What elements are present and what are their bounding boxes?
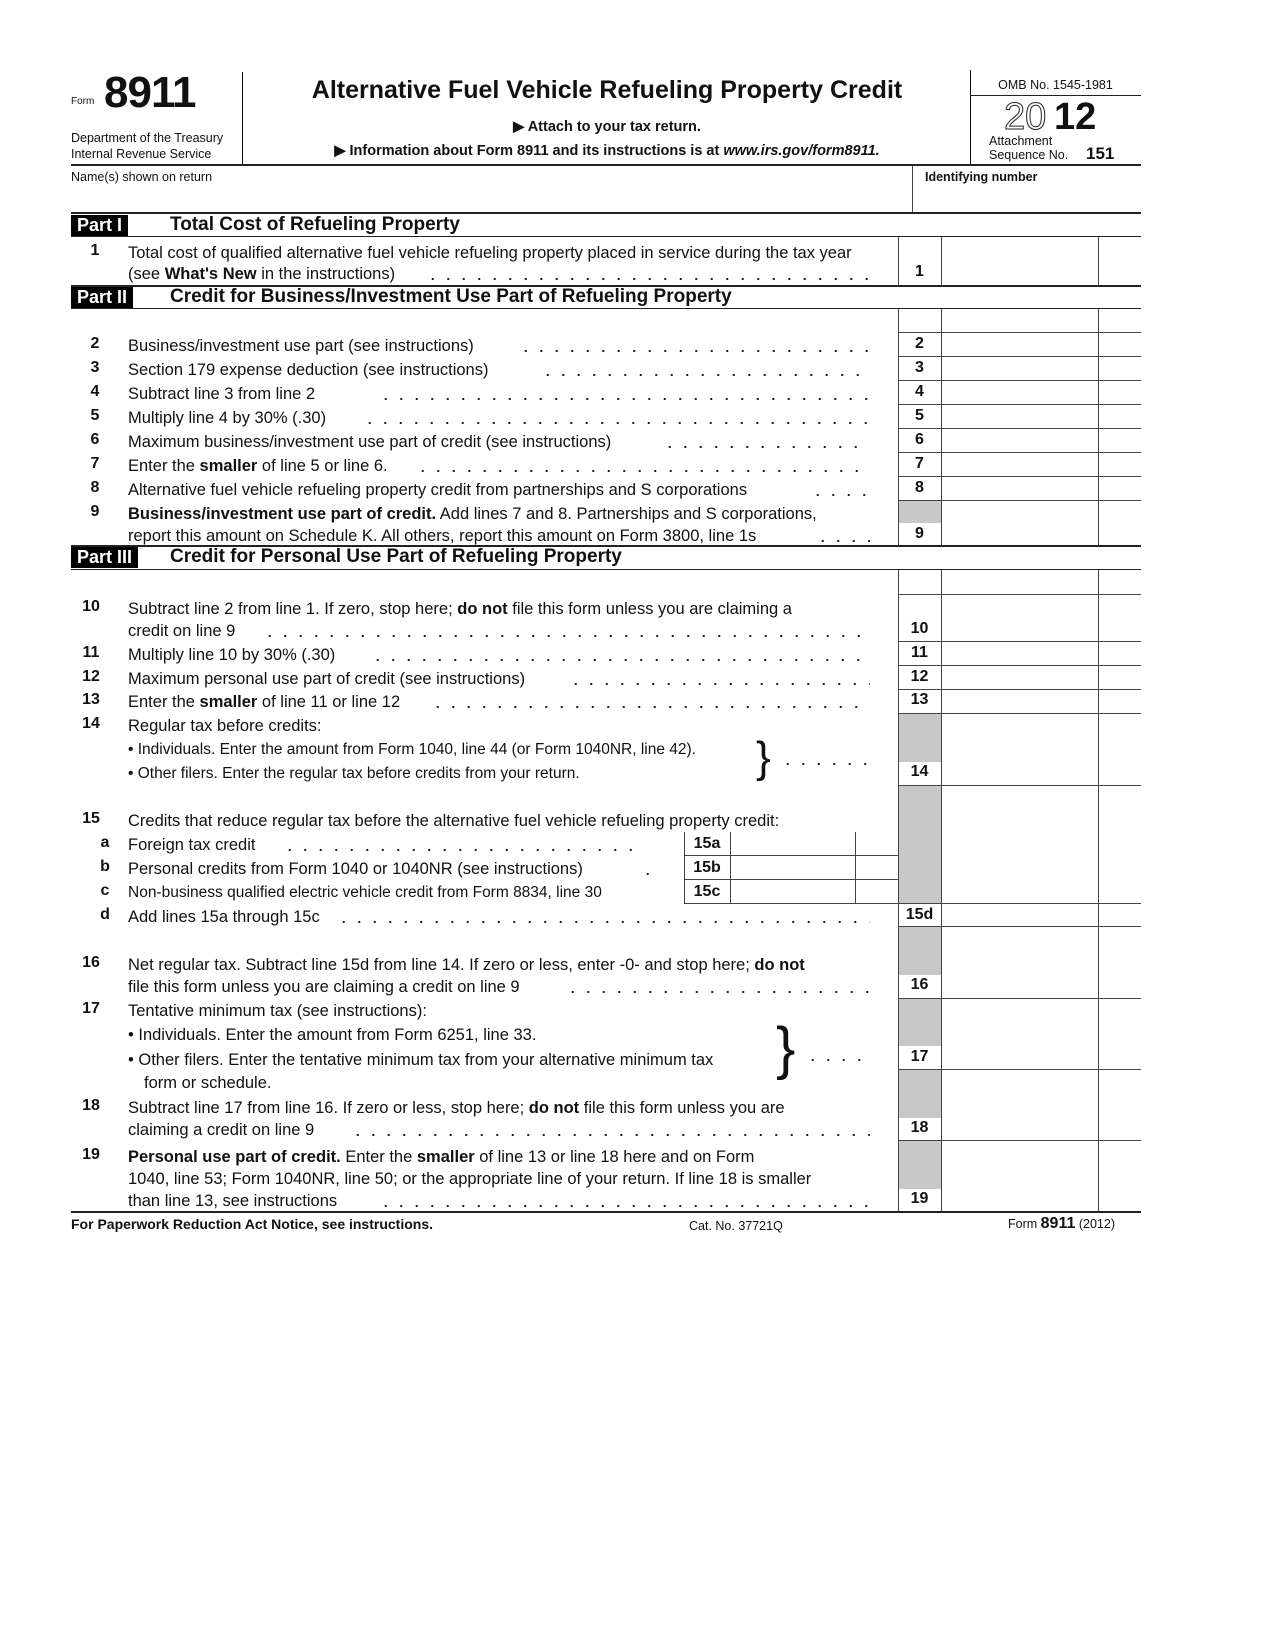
line-11-amount[interactable] [943,643,1093,665]
attachment-label: Attachment [989,134,1053,148]
line-15b-text: Personal credits from Form 1040 or 1040NR (see instructions) [128,860,583,878]
line-4-amount[interactable] [943,382,1093,404]
line-5-box: 5 [915,407,924,424]
line-2-box: 2 [915,335,924,352]
rule [855,832,856,904]
line-10-text: Subtract line 2 from line 1. If zero, stop here; do not file this form unless you are claiming a [128,600,792,618]
line-10-box: 10 [910,620,929,637]
line-15d-box: 15d [905,906,934,923]
line-15a-amount[interactable] [732,834,852,854]
dot-leader [350,1133,870,1137]
form-number: 8911 [104,68,196,117]
line-13-text: Enter the smaller of line 11 or line 12 [128,693,401,711]
part3-tag: Part III [71,547,138,568]
line-2-number: 2 [90,335,100,352]
line-1-amount[interactable] [943,262,1093,284]
part3-title: Credit for Personal Use Part of Refueling Property [170,546,622,567]
line-15c-text: Non-business qualified electric vehicle credit from Form 8834, line 30 [128,884,602,901]
line-19-text-cont2: than line 13, see instructions [128,1192,338,1210]
line-15b-box: 15b [693,859,721,876]
rule [898,570,1141,595]
rule [684,879,898,880]
dot-leader [540,373,870,377]
rule [898,309,1141,333]
line-5-number: 5 [90,407,100,424]
names-label: Name(s) shown on return [71,170,213,184]
year-bold: 12 [1054,96,1097,138]
rule [899,1141,941,1189]
dot-leader [810,493,870,497]
line-16-box: 16 [910,976,929,993]
line-5-amount[interactable] [943,406,1093,428]
line-16-amount[interactable] [943,975,1093,997]
line-18-amount[interactable] [943,1117,1093,1139]
line-15d-text: Add lines 15a through 15c [128,908,320,926]
line-15b-letter: b [100,858,110,875]
line-16-text-cont: file this form unless you are claiming a credit on line 9 [128,978,520,996]
line-19-text-cont: 1040, line 53; Form 1040NR, line 50; or the appropriate line of your return. If line 18 is smaller [128,1170,812,1188]
omb-number: OMB No. 1545-1981 [998,78,1113,92]
dot-leader [518,349,870,353]
line-7-box: 7 [915,455,924,472]
paperwork-notice: For Paperwork Reduction Act Notice, see instructions. [71,1216,433,1232]
dot-leader [568,682,870,686]
line-15a-letter: a [100,834,110,851]
line-1-number: 1 [90,242,100,259]
dot-leader [262,634,870,638]
rule [941,237,942,285]
dot-leader [362,421,870,425]
line-19-number: 19 [82,1146,100,1163]
dot-leader [336,920,870,924]
line-2-amount[interactable] [943,334,1093,356]
line-9-number: 9 [90,503,100,520]
names-input[interactable] [71,188,906,212]
line-3-number: 3 [90,359,100,376]
line-2-text: Business/investment use part (see instructions) [128,337,474,355]
line-14-box: 14 [910,763,929,780]
id-label: Identifying number [925,170,1038,184]
line-15-text: Credits that reduce regular tax before the alternative fuel vehicle refueling property credit: [128,812,780,830]
line-15b-amount[interactable] [732,858,852,878]
line-18-box: 18 [910,1119,929,1136]
line-12-amount[interactable] [943,667,1093,689]
line-17-other-filers-cont: form or schedule. [144,1074,272,1092]
line-16-number: 16 [82,954,100,971]
line-15c-amount[interactable] [732,882,852,902]
line-18-text: Subtract line 17 from line 16. If zero or less, stop here; do not file this form unless you are [128,1099,785,1117]
line-12-box: 12 [910,668,929,685]
dot-leader [565,990,870,994]
dot-leader [378,397,870,401]
dot-leader [425,277,870,281]
line-17-other-filers: • Other filers. Enter the tentative minimum tax from your alternative minimum tax [128,1051,714,1069]
line-15d-letter: d [100,906,110,923]
rule [684,855,898,856]
line-17-individuals: • Individuals. Enter the amount from Form 6251, line 33. [128,1026,537,1044]
line-11-box: 11 [911,644,928,661]
line-6-box: 6 [915,431,924,448]
line-10-amount[interactable] [943,618,1093,640]
dot-leader [430,705,870,709]
line-12-number: 12 [82,668,100,685]
line-3-text: Section 179 expense deduction (see instructions) [128,361,489,379]
part1-title: Total Cost of Refueling Property [170,214,460,235]
part1-tag: Part I [71,215,128,236]
line-9-amount[interactable] [943,522,1093,544]
line-9-text-cont: report this amount on Schedule K. All others, report this amount on Form 3800, line 1s [128,527,757,545]
line-13-amount[interactable] [943,691,1093,713]
line-13-box: 13 [910,691,929,708]
line-1-text-cont: (see What's New in the instructions) [128,265,396,283]
sequence-label: Sequence No. [989,148,1069,162]
line-4-box: 4 [915,383,924,400]
line-17-text: Tentative minimum tax (see instructions): [128,1002,427,1020]
line-7-amount[interactable] [943,454,1093,476]
line-17-box: 17 [910,1048,929,1065]
line-8-amount[interactable] [943,478,1093,500]
rule [242,72,243,165]
catalog-number: Cat. No. 37721Q [689,1219,783,1233]
part2-title: Credit for Business/Investment Use Part of Refueling Property [170,286,732,307]
line-16-text: Net regular tax. Subtract line 15d from line 14. If zero or less, enter -0- and stop here; do not [128,956,805,974]
year-outline: 20 [1004,96,1047,138]
form-title: Alternative Fuel Vehicle Refueling Property Credit [311,76,903,104]
line-14-other-filers: • Other filers. Enter the regular tax before credits from your return. [128,765,580,782]
line-11-number: 11 [82,644,100,661]
line-4-text: Subtract line 3 from line 2 [128,385,316,403]
line-5-text: Multiply line 4 by 30% (.30) [128,409,327,427]
rule [899,501,941,523]
line-15-number: 15 [82,810,100,827]
rule [899,786,941,903]
line-3-amount[interactable] [943,358,1093,380]
line-14-text: Regular tax before credits: [128,717,322,735]
line-7-text: Enter the smaller of line 5 or line 6. [128,457,388,475]
line-18-text-cont: claiming a credit on line 9 [128,1121,315,1139]
dept-line1: Department of the Treasury [71,131,224,145]
line-6-text: Maximum business/investment use part of credit (see instructions) [128,433,612,451]
line-8-text: Alternative fuel vehicle refueling property credit from partnerships and S corporations [128,481,748,499]
rule [71,236,1141,237]
line-6-number: 6 [90,431,100,448]
part2-tag: Part II [71,287,133,308]
line-17-number: 17 [82,1000,100,1017]
line-6-amount[interactable] [943,430,1093,452]
rule [684,903,898,904]
line-3-box: 3 [915,359,924,376]
brace-icon: } [776,1016,796,1081]
line-14-number: 14 [82,715,100,732]
line-19-amount[interactable] [943,1188,1093,1210]
line-13-number: 13 [82,691,100,708]
rule [71,164,1141,166]
info-text: ▶ Information about Form 8911 and its instructions is at [334,143,724,159]
dot-leader [780,762,870,766]
line-7-number: 7 [90,455,100,472]
line-11-text: Multiply line 10 by 30% (.30) [128,646,336,664]
line-4-number: 4 [90,383,100,400]
line-15d-amount[interactable] [943,905,1093,926]
line-8-box: 8 [915,479,924,496]
info-note [244,143,970,159]
form-label: Form [71,96,95,107]
dot-leader [370,658,870,662]
line-1-box: 1 [915,263,924,280]
line-14-amount[interactable] [943,762,1093,784]
footer-form-ref: Form 8911 (2012) [1008,1215,1115,1232]
line-19-text: Personal use part of credit. Enter the smaller of line 13 or line 18 here and on Form [128,1148,755,1166]
dot-leader [282,848,642,852]
rule [1098,237,1099,285]
dot-leader [415,469,870,473]
line-9-text: Business/investment use part of credit. Add lines 7 and 8. Partnerships and S corporations, [128,505,817,523]
line-15c-letter: c [100,882,110,899]
sequence-number: 151 [1086,144,1115,163]
rule [912,166,913,213]
dot-leader [662,445,870,449]
line-17-amount[interactable] [943,1046,1093,1068]
rule [730,832,731,904]
line-12-text: Maximum personal use part of credit (see instructions) [128,670,526,688]
line-15c-box: 15c [693,883,721,900]
line-10-number: 10 [82,598,100,615]
dot-leader [378,1204,870,1208]
dot-leader [805,1058,870,1062]
dot-leader [815,539,870,543]
dot-leader [640,872,654,876]
info-url[interactable]: www.irs.gov/form8911. [723,143,880,159]
attach-note: ▶ Attach to your tax return. [513,119,701,135]
line-14-individuals: • Individuals. Enter the amount from Form 1040, line 44 (or Form 1040NR, line 42). [128,741,696,758]
line-15a-box: 15a [693,835,721,852]
brace-icon: } [756,733,771,782]
line-8-number: 8 [90,479,100,496]
line-15a-text: Foreign tax credit [128,836,256,854]
line-18-number: 18 [82,1097,100,1114]
line-1-text: Total cost of qualified alternative fuel vehicle refueling property placed in service during the tax year [128,244,852,262]
id-input[interactable] [915,188,1139,212]
line-19-box: 19 [910,1190,929,1207]
dept-line2: Internal Revenue Service [71,147,212,161]
line-10-text-cont: credit on line 9 [128,622,236,640]
line-9-box: 9 [915,525,924,542]
